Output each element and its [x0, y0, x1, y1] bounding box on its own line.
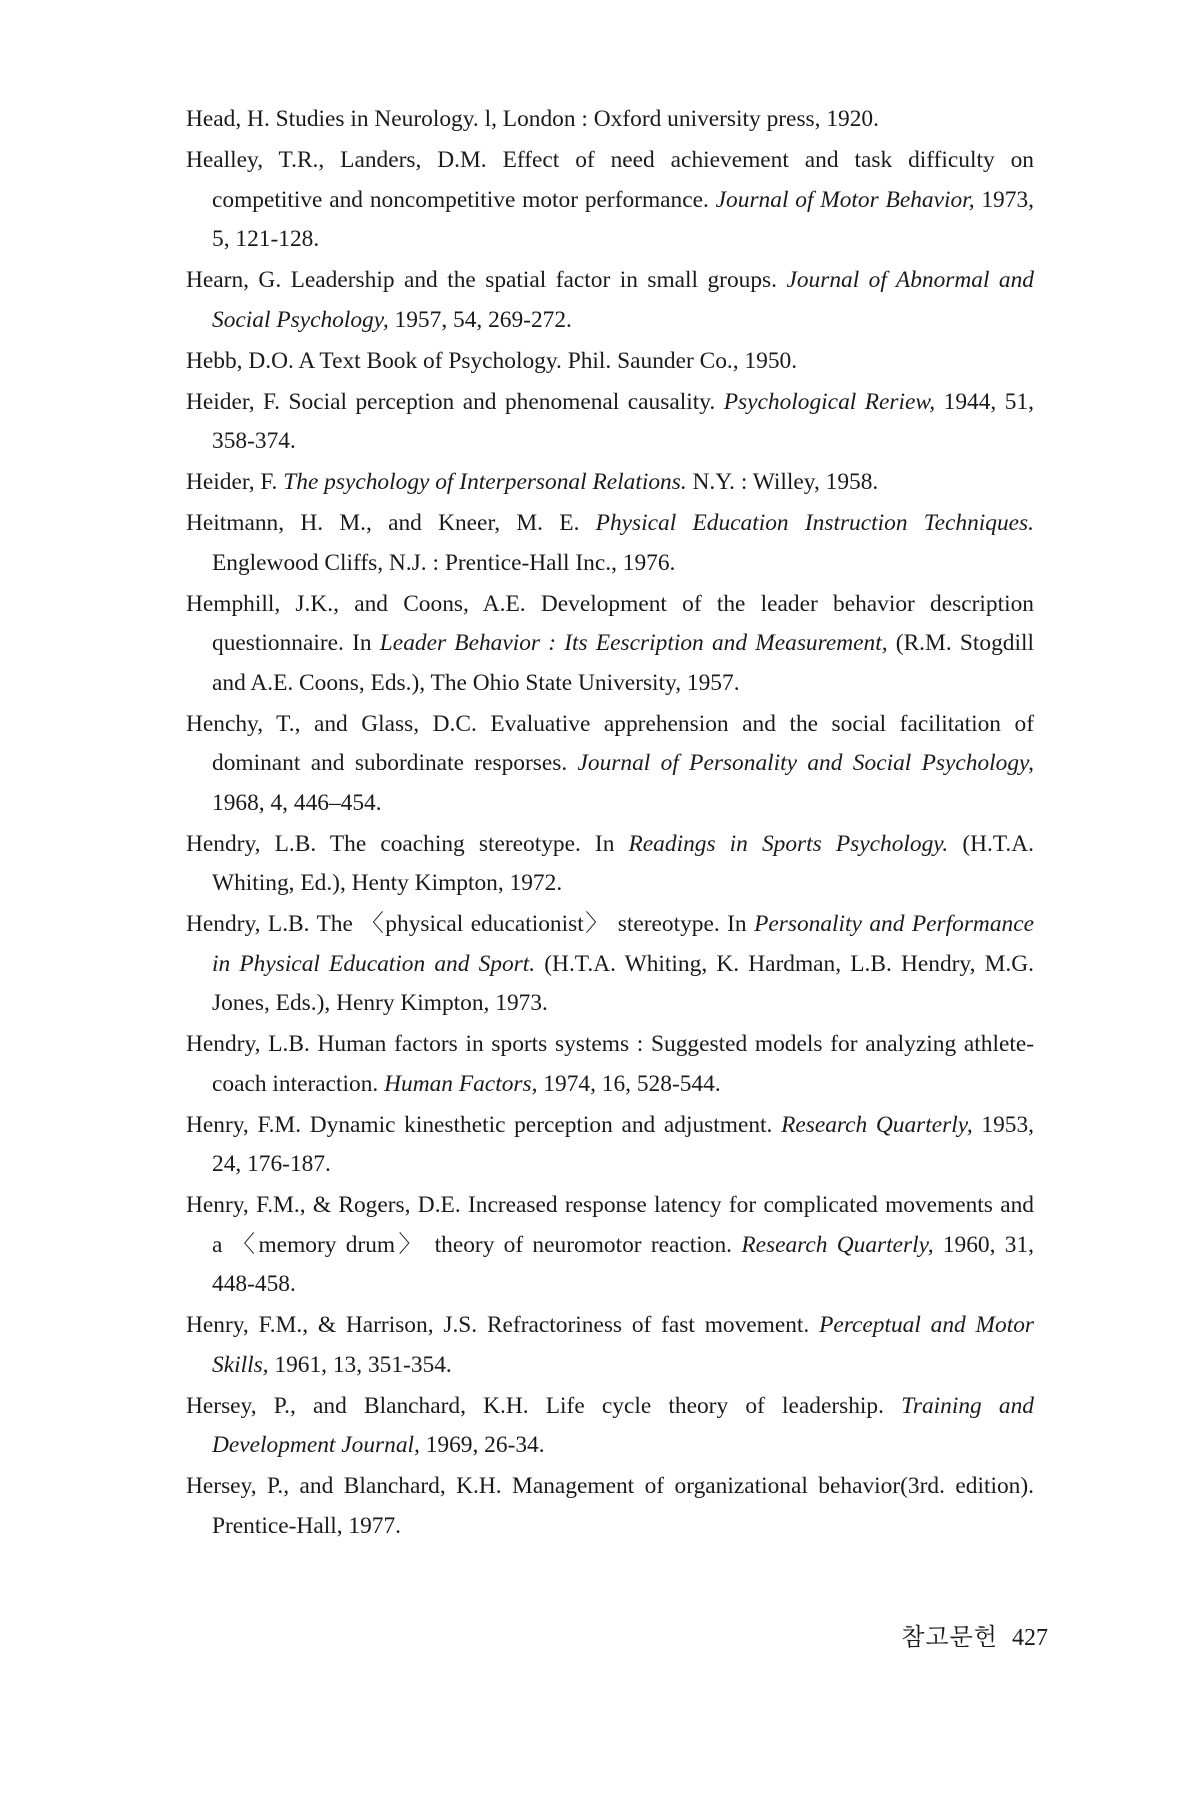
- reference-text: 1944, 51, 358-374.: [212, 388, 1034, 454]
- reference-source-title: Human Factors,: [384, 1070, 538, 1097]
- reference-text: 1961, 13, 351-354.: [268, 1351, 452, 1378]
- reference-entry: [186, 141, 1034, 260]
- reference-text: Henchy, T., and Glass, D.C. Evaluative apprehension and the social facilitation of dominant and subordinate resporses.: [186, 710, 1034, 776]
- reference-source-title: Personality and Performance in Physical Education and Sport.: [212, 911, 1034, 977]
- reference-text: 1953, 24, 176-187.: [212, 1111, 1035, 1177]
- reference-text: (H.T.A. Whiting, Ed.), Henty Kimpton, 1972.: [212, 830, 1035, 896]
- reference-text: (H.T.A. Whiting, K. Hardman, L.B. Hendry, M.G. Jones, Eds.), Henry Kimpton, 1973.: [212, 950, 1034, 1016]
- reference-source-title: Psychological Reriew,: [723, 388, 936, 415]
- reference-source-title: The psychology of Interpersonal Relations.: [283, 469, 687, 495]
- reference-entry: [186, 342, 1034, 382]
- reference-text: Hendry, L.B. Human factors in sports systems : Suggested models for analyzing athlete-coach interaction.: [186, 1031, 1034, 1097]
- reference-entry: [186, 705, 1034, 824]
- reference-text: Healley, T.R., Landers, D.M. Effect of need achievement and task difficulty on competitive and noncompetitive motor performance.: [186, 147, 1034, 213]
- reference-text: 1974, 16, 528-544.: [537, 1070, 721, 1097]
- reference-entry: [186, 1467, 1034, 1546]
- reference-source-title: Journal of Abnormal and Social Psychology,: [212, 267, 1034, 333]
- reference-entry: [186, 261, 1034, 340]
- reference-entry: [186, 1025, 1034, 1104]
- reference-entry: [186, 1306, 1034, 1385]
- page-number: 427: [1012, 1625, 1048, 1651]
- reference-text: Hendry, L.B. The coaching stereotype. In: [186, 830, 629, 857]
- reference-text: Henry, F.M., & Harrison, J.S. Refractoriness of fast movement.: [186, 1312, 820, 1338]
- reference-source-title: Research Quarterly,: [741, 1231, 934, 1258]
- reference-text: Hersey, P., and Blanchard, K.H. Life cycle theory of leadership.: [186, 1392, 902, 1419]
- reference-entry: [186, 383, 1034, 462]
- reference-text: Englewood Cliffs, N.J. : Prentice-Hall Inc., 1976.: [212, 549, 676, 576]
- reference-text: 1973, 5, 121-128.: [212, 186, 1034, 252]
- reference-text: Hendry, L.B. The 〈physical educationist〉 stereotype. In: [186, 911, 755, 937]
- reference-text: Henry, F.M. Dynamic kinesthetic perception and adjustment.: [186, 1111, 782, 1138]
- reference-entry: [186, 905, 1034, 1024]
- reference-source-title: Leader Behavior : Its Eescription and Measurement,: [379, 630, 888, 656]
- reference-entry: [186, 100, 1034, 140]
- reference-text: N.Y. : Willey, 1958.: [686, 469, 879, 495]
- reference-source-title: Journal of Motor Behavior,: [715, 186, 975, 213]
- reference-text: 1960, 31, 448-458.: [212, 1231, 1034, 1297]
- reference-text: Hearn, G. Leadership and the spatial factor in small groups.: [186, 267, 787, 293]
- reference-source-title: Journal of Personality and Social Psychology,: [577, 750, 1034, 776]
- reference-text: Hebb, D.O. A Text Book of Psychology. Phil. Saunder Co., 1950.: [186, 347, 798, 374]
- reference-source-title: Training and Development Journal,: [212, 1392, 1034, 1458]
- reference-text: Henry, F.M., & Rogers, D.E. Increased response latency for complicated movements and a 〈memory drum〉 theory of neuromotor reaction.: [186, 1192, 1034, 1258]
- reference-entry: [186, 1186, 1034, 1305]
- reference-entry: [186, 1106, 1034, 1185]
- reference-text: Heider, F.: [186, 469, 284, 495]
- reference-text: Hemphill, J.K., and Coons, A.E. Development of the leader behavior description questionnaire. In: [186, 590, 1034, 656]
- reference-entry: [186, 463, 1034, 503]
- reference-text: Heitmann, H. M., and Kneer, M. E.: [186, 510, 596, 536]
- reference-source-title: Research Quarterly,: [781, 1111, 973, 1138]
- page-footer: [901, 1622, 1048, 1653]
- reference-text: Head, H. Studies in Neurology. l, London : Oxford university press, 1920.: [186, 106, 879, 132]
- reference-text: 1968, 4, 446–454.: [212, 789, 382, 816]
- reference-source-title: Perceptual and Motor Skills,: [212, 1312, 1034, 1378]
- reference-entry: [186, 585, 1034, 704]
- reference-source-title: Physical Education Instruction Techniques.: [595, 510, 1034, 536]
- reference-source-title: Readings in Sports Psychology.: [628, 830, 949, 857]
- reference-text: (R.M. Stogdill and A.E. Coons, Eds.), The Ohio State University, 1957.: [212, 630, 1034, 696]
- reference-list: [186, 100, 1034, 1548]
- reference-text: 1957, 54, 269-272.: [388, 306, 572, 333]
- section-title: 참고문헌: [901, 1623, 998, 1651]
- reference-text: Heider, F. Social perception and phenomenal causality.: [186, 388, 724, 415]
- reference-text: Hersey, P., and Blanchard, K.H. Management of organizational behavior(3rd. edition). Prentice-Hall, 1977.: [186, 1473, 1034, 1539]
- reference-entry: [186, 504, 1034, 583]
- reference-text: 1969, 26-34.: [419, 1432, 545, 1458]
- reference-entry: [186, 1387, 1034, 1466]
- reference-entry: [186, 825, 1034, 904]
